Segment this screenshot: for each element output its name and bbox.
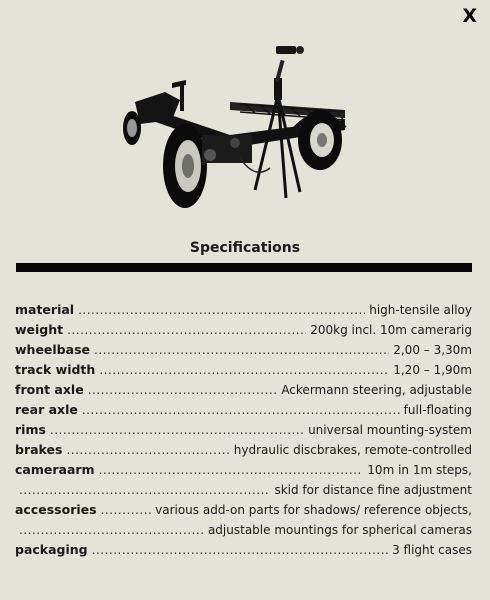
spec-value: 200kg incl. 10m camerarig xyxy=(310,323,472,337)
spec-row-material xyxy=(15,300,472,320)
spec-list xyxy=(15,300,472,560)
spec-row-accessories-continued xyxy=(15,520,472,540)
leader-dots xyxy=(50,420,304,440)
spec-value: 2,00 – 3,30m xyxy=(393,343,472,357)
leader-dots xyxy=(94,340,389,360)
spec-row-cameraarm xyxy=(15,460,472,480)
spec-label: rear axle xyxy=(15,402,78,417)
leader-dots xyxy=(67,320,306,340)
leader-dots xyxy=(101,500,152,520)
spec-label: wheelbase xyxy=(15,342,90,357)
leader-dots xyxy=(99,360,389,380)
spec-label: cameraarm xyxy=(15,462,95,477)
spec-label: track width xyxy=(15,362,96,377)
product-photo xyxy=(110,40,360,215)
spec-row-rear-axle xyxy=(15,400,472,420)
spec-value: skid for distance fine adjustment xyxy=(274,483,472,497)
spec-value: universal mounting-system xyxy=(308,423,472,437)
spec-value: high-tensile alloy xyxy=(369,303,472,317)
leader-dots xyxy=(19,520,204,540)
spec-row-cameraarm-continued xyxy=(15,480,472,500)
spec-value: 10m in 1m steps, xyxy=(367,463,472,477)
spec-row-packaging xyxy=(15,540,472,560)
spec-value: hydraulic discbrakes, remote-controlled xyxy=(233,443,472,457)
section-title: Specifications xyxy=(189,240,301,256)
spec-label: rims xyxy=(15,422,46,437)
spec-label: weight xyxy=(15,322,64,337)
spec-value: various add-on parts for shadows/ reference objects, xyxy=(155,503,472,517)
spec-row-accessories xyxy=(15,500,472,520)
spec-label: accessories xyxy=(15,502,97,517)
close-button[interactable]: X xyxy=(462,5,477,27)
spec-label: front axle xyxy=(15,382,84,397)
spec-value: full-floating xyxy=(403,403,472,417)
leader-dots xyxy=(92,540,388,560)
spec-value: adjustable mountings for spherical cameras xyxy=(207,523,472,537)
spec-row-brakes xyxy=(15,440,472,460)
spec-label: brakes xyxy=(15,442,63,457)
spec-row-wheelbase xyxy=(15,340,472,360)
spec-row-front-axle xyxy=(15,380,472,400)
spec-value: 1,20 – 1,90m xyxy=(393,363,472,377)
leader-dots xyxy=(88,380,278,400)
leader-dots xyxy=(66,440,229,460)
spec-row-weight xyxy=(15,320,472,340)
spec-label: material xyxy=(15,302,75,317)
section-divider xyxy=(16,263,472,272)
leader-dots xyxy=(82,400,400,420)
leader-dots xyxy=(19,480,270,500)
spec-row-rims xyxy=(15,420,472,440)
spec-label: packaging xyxy=(15,542,88,557)
spec-value: Ackermann steering, adjustable xyxy=(281,383,472,397)
spec-value: 3 flight cases xyxy=(392,543,472,557)
spec-row-track-width xyxy=(15,360,472,380)
leader-dots xyxy=(78,300,365,320)
leader-dots xyxy=(99,460,364,480)
